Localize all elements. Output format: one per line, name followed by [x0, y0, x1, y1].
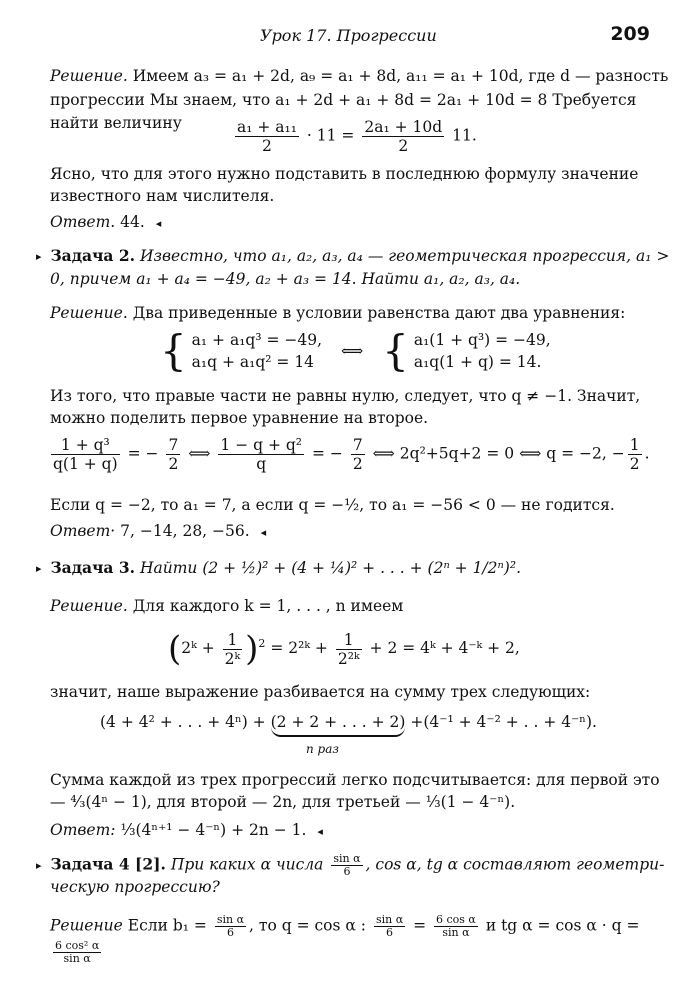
task3-text-2: Сумма каждой из трех прогрессий легко подсчитывается: для первой это	[50, 771, 660, 789]
task2-solution-line	[50, 303, 625, 323]
solution-label: Решение.	[50, 597, 128, 615]
solution-text: и tg α = cos α · q =	[485, 916, 640, 935]
equivalence-symbol: ⟺	[340, 342, 364, 360]
task2-statement-1	[36, 246, 669, 267]
paren: )	[245, 629, 259, 670]
task2-statement-2: 0, причем a₁ + a₄ = −49, a₂ + a₃ = 14. Найти a₁, a₂, a₃, a₄.	[50, 270, 521, 288]
solution-label: Решение.	[50, 67, 128, 85]
answer-line	[50, 820, 323, 842]
fraction: $\frac{1}{\text{2²ᵏ}}$	[337, 630, 360, 668]
page-number: 209	[610, 23, 650, 45]
task2-text-1: Из того, что правые части не равны нулю, следует, что q ≠ −1. Значит,	[50, 387, 641, 405]
end-marker-icon: ◂	[155, 217, 162, 230]
task3-statement	[36, 558, 521, 579]
solution-text: Два приведенные в условии равенства дают два уравнения:	[132, 304, 626, 322]
answer-value: 44.	[120, 213, 145, 231]
task-text: , cos α, tg α составляют геометри-	[365, 855, 665, 874]
answer-value: 7, −14, 28, −56.	[120, 522, 250, 540]
left-brace: {	[382, 326, 409, 375]
equivalence-symbol: ⟺	[372, 444, 395, 463]
term: 2ᵏ +	[181, 639, 215, 658]
solution-line-3	[50, 113, 182, 133]
division-equation	[48, 436, 650, 473]
task-text: При каких α числа	[170, 855, 324, 874]
solution-line-2: прогрессии Мы знаем, что a₁ + 2d + a₁ + 8d = 2a₁ + 10d = 8 Требуется	[50, 91, 637, 109]
running-title: Урок 17. Прогрессии	[260, 26, 437, 45]
fraction: $\frac{\text{sin α}}{6}$	[333, 852, 361, 878]
solution-text: Имеем a₃ = a₁ + 2d, a₉ = a₁ + 8d, a₁₁ = a₁ + 10d, где d — разность	[132, 67, 669, 85]
formula-tail: 11.	[452, 126, 477, 145]
answer-label: Ответ.	[50, 213, 116, 231]
equivalence-symbol: ⟺	[188, 444, 211, 463]
solution-label: Решение	[50, 916, 123, 935]
task3-text-1: значит, наше выражение разбивается на сумму трех следующих:	[50, 683, 591, 701]
quadratic: 2q²+5q+2 = 0	[399, 444, 515, 463]
term: = 2²ᵏ +	[270, 639, 328, 658]
paren: (	[168, 629, 182, 670]
fraction: $\frac{\text{6 cos² α}}{\text{sin α}}$	[55, 939, 100, 965]
identity-equation: (2ᵏ + $\frac{1}{\text{2ᵏ}}$ )$^2$ = 2²ᵏ + $\frac{1}{\text{2²ᵏ}}$ + 2 = 4ᵏ + 4⁻ᵏ + 2,	[168, 629, 520, 670]
task2-text-2: можно поделить первое уравнение на второе.	[50, 409, 429, 427]
task-label: Задача 2.	[50, 246, 136, 265]
fraction: $\frac{7}{2}$	[168, 436, 179, 473]
task-label: Задача 3.	[50, 558, 136, 577]
answer-line	[50, 521, 266, 543]
solution-text: Если b₁ =	[127, 916, 207, 935]
fraction: $\frac{\text{1 + q³}}{q(1 + q)}$	[53, 436, 118, 473]
solution-label: Решение.	[50, 304, 128, 322]
equation-system	[160, 328, 551, 373]
formula-value	[232, 118, 477, 155]
task4-statement-2: ческую прогрессию?	[50, 878, 220, 896]
sum-decomposition	[100, 712, 597, 732]
fraction: $\frac{1}{\text{2ᵏ}}$	[224, 630, 241, 668]
operator: =	[413, 916, 427, 935]
answer-value: ⅓(4ⁿ⁺¹ − 4⁻ⁿ) + 2n − 1.	[120, 821, 307, 839]
solution-text: Для каждого k = 1, . . . , n имеем	[132, 597, 404, 615]
end-marker-icon: ◂	[317, 825, 323, 838]
task4-statement-1	[36, 853, 664, 878]
solution-line-4: Ясно, что для этого нужно подставить в последнюю формулу значение	[50, 165, 639, 183]
fraction: $\frac{\text{sin α}}{6}$	[216, 913, 245, 939]
period: .	[644, 444, 650, 463]
task-marker-icon: ▸	[36, 858, 42, 872]
operator: = −	[311, 444, 343, 463]
fraction: $\frac{\text{6 cos α}}{\text{sin α}}$	[436, 913, 476, 939]
solution-text: , то q = cos α :	[249, 916, 367, 935]
task-text: Известно, что a₁, a₂, a₃, a₄ — геометрическая прогрессия, a₁ >	[139, 247, 670, 265]
fraction: $\frac{\text{1 − q + q²}}{q}$	[220, 436, 303, 473]
fraction: $\frac{7}{2}$	[352, 436, 363, 473]
underbrace-label: n раз	[306, 742, 339, 756]
task3-solution-line	[50, 596, 403, 616]
sum-part: +(4⁻¹ + 4⁻² + . . + 4⁻ⁿ).	[410, 713, 597, 731]
task-text: Найти (2 + ½)² + (4 + ¼)² + . . . + (2ⁿ + 1/2ⁿ)².	[139, 559, 521, 577]
task2-condition: Если q = −2, то a₁ = 7, а если q = −½, то a₁ = −56 < 0 — не годится.	[50, 496, 615, 514]
solution-line-1	[50, 66, 668, 86]
fraction: $\frac{\text{a₁ + a₁₁}}{2}$	[237, 118, 297, 155]
answer-label: Ответ:	[50, 821, 116, 839]
term: + 2 = 4ᵏ + 4⁻ᵏ + 2,	[369, 639, 520, 658]
answer-line	[50, 212, 161, 234]
formula-operator: · 11 =	[306, 126, 355, 145]
end-marker-icon: ◂	[260, 526, 267, 539]
fraction: $\frac{\text{sin α}}{6}$	[375, 913, 404, 939]
task-marker-icon: ▸	[36, 562, 42, 575]
roots: q = −2, −	[546, 444, 625, 463]
operator: = −	[127, 444, 159, 463]
task4-solution-line	[50, 914, 639, 939]
solution-line-5: известного нам числителя.	[50, 187, 275, 205]
task-marker-icon: ▸	[36, 250, 42, 263]
answer-label: Ответ·	[50, 522, 116, 540]
sum-part-underbraced: (2 + 2 + . . . + 2)	[271, 713, 406, 737]
text: найти величину	[50, 114, 182, 132]
page-header	[48, 23, 650, 50]
equivalence-symbol: ⟺	[519, 444, 542, 463]
task4-solution-continuation	[50, 940, 104, 965]
fraction: $\frac{\text{2a₁ + 10d}}{2}$	[364, 118, 443, 155]
task-label: Задача 4 [2].	[50, 854, 166, 874]
task3-text-3: — ⁴⁄₃(4ⁿ − 1), для второй — 2n, для третьей — ⅓(1 − 4⁻ⁿ).	[50, 793, 516, 811]
fraction: $\frac{1}{2}$	[629, 436, 640, 473]
system-left: a₁ + a₁q³ = −49, a₁q + a₁q² = 14	[191, 331, 323, 371]
sum-part: (4 + 4² + . . . + 4ⁿ) +	[100, 713, 266, 731]
system-right: a₁(1 + q³) = −49, a₁q(1 + q) = 14.	[413, 331, 551, 371]
left-brace: {	[160, 326, 187, 375]
